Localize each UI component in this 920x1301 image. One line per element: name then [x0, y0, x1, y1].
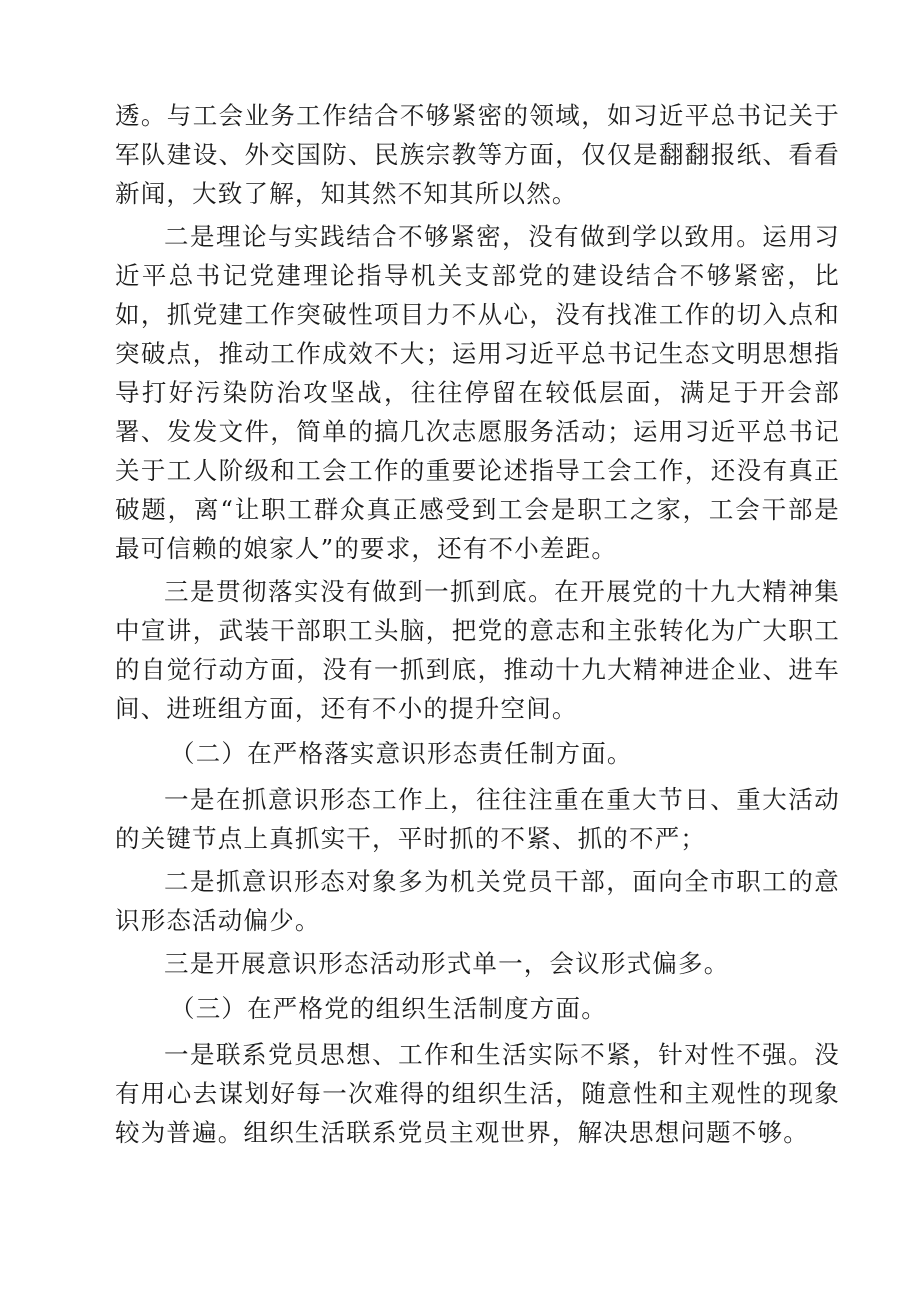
paragraph-implementation: 三是贯彻落实没有做到一抓到底。在开展党的十九大精神集中宣讲，武装干部职工头脑，把党的意志和主张转化为广大职工的自觉行动方面，没有一抓到底，推动十九大精神进企业、进车间、进班组方面，还有不小的提升空间。 [115, 577, 840, 723]
section-heading-organization: （三）在严格党的组织生活制度方面。 [170, 994, 607, 1023]
paragraph-organization-1: 一是联系党员思想、工作和生活实际不紧，针对性不强。没有用心去谋划好每一次难得的组织生活，随意性和主观性的现象较为普遍。组织生活联系党员主观世界，解决思想问题不够。 [115, 1040, 840, 1147]
section-heading-ideology: （二）在严格落实意识形态责任制方面。 [170, 739, 633, 768]
paragraph-continuation: 透。与工会业务工作结合不够紧密的领域，如习近平总书记关于军队建设、外交国防、民族宗教等方面，仅仅是翻翻报纸、看看新闻，大致了解，知其然不知其所以然。 [115, 101, 840, 208]
paragraph-theory-practice: 二是理论与实践结合不够紧密，没有做到学以致用。运用习近平总书记党建理论指导机关支部党的建设结合不够紧密，比如，抓党建工作突破性项目力不从心，没有找准工作的切入点和突破点，推动工作成效不大；运用习近平总书记生态文明思想指导打好污染防治攻坚战，往往停留在较低层面，满足于开会部署、发发文件，简单的搞几次志愿服务活动；运用习近平总书记关于工人阶级和工会工作的重要论述指导工会工作，还没有真正破题，离“让职工群众真正感受到工会是职工之家，工会干部是最可信赖的娘家人”的要求，还有不小差距。 [115, 222, 840, 563]
paragraph-ideology-2: 二是抓意识形态对象多为机关党员干部，面向全市职工的意识形态活动偏少。 [115, 867, 840, 935]
paragraph-ideology-1: 一是在抓意识形态工作上，往往注重在重大节日、重大活动的关键节点上真抓实干，平时抓的不紧、抓的不严； [115, 785, 840, 853]
paragraph-ideology-3: 三是开展意识形态活动形式单一，会议形式偏多。 [164, 949, 730, 978]
